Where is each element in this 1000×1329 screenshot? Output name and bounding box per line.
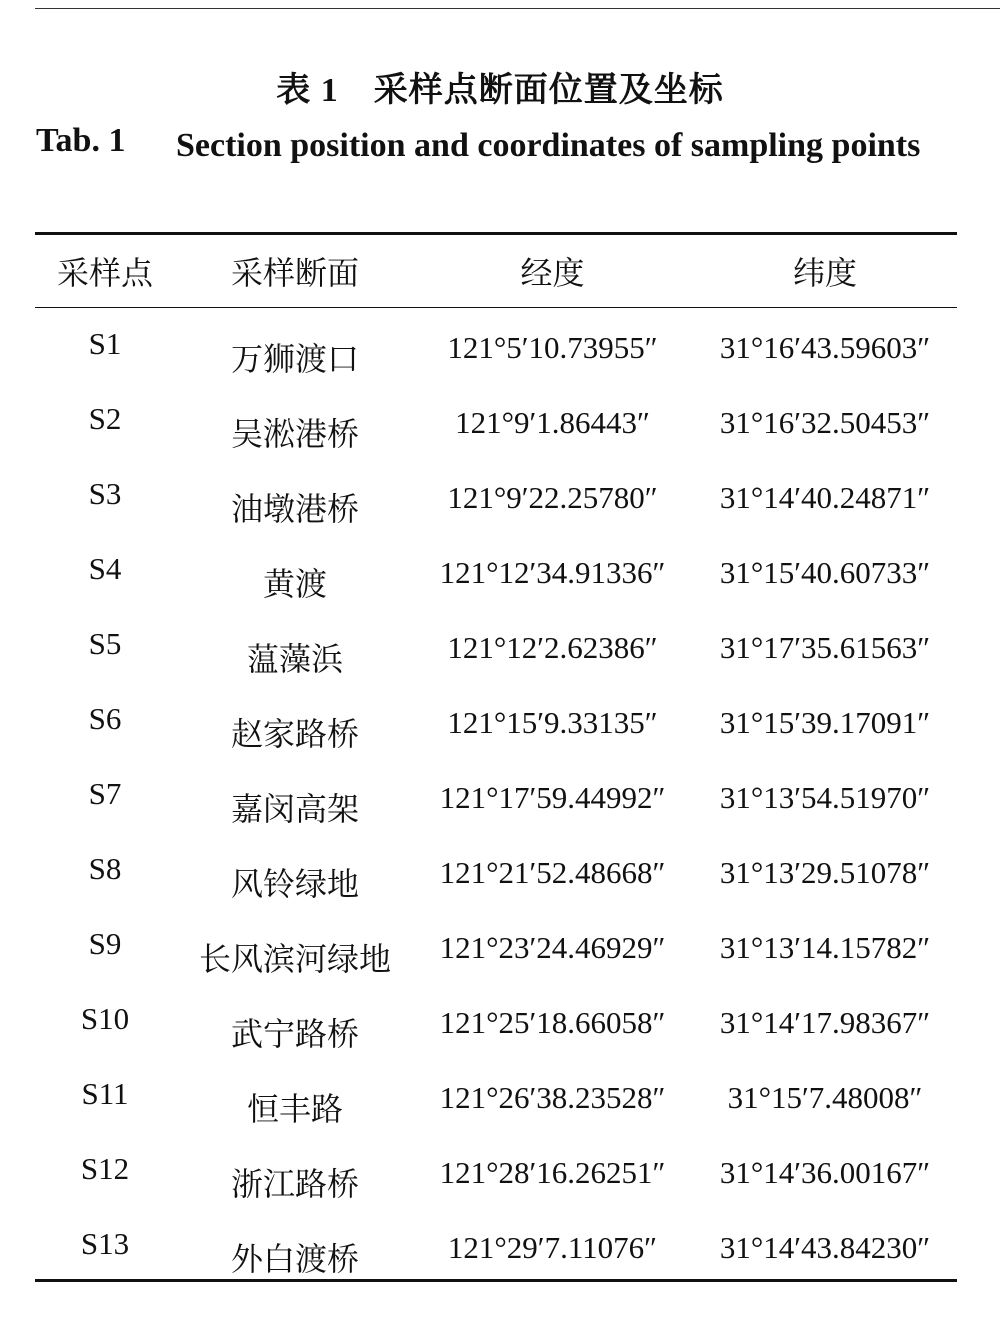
cell-sampling-point: S1	[88, 326, 122, 361]
cell-sampling-section: 长风滨河绿地	[198, 941, 391, 977]
cell-longitude: 121°26′38.23528″	[439, 1080, 666, 1115]
table-row	[0, 701, 1000, 780]
cell-longitude: 121°21′52.48668″	[439, 855, 666, 890]
cell-sampling-point: S10	[80, 1001, 130, 1036]
cell-sampling-section: 风铃绿地	[230, 866, 359, 902]
cell-latitude: 31°14′40.24871″	[719, 480, 931, 515]
cell-latitude: 31°14′17.98367″	[719, 1005, 931, 1040]
table-bottom-rule	[35, 1279, 957, 1282]
cell-longitude: 121°15′9.33135″	[447, 705, 658, 740]
cell-sampling-section: 外白渡桥	[230, 1241, 359, 1277]
cell-sampling-point: S6	[88, 701, 122, 736]
table-row	[0, 1076, 1000, 1155]
table-row	[0, 326, 1000, 405]
cell-longitude: 121°28′16.26251″	[439, 1155, 666, 1190]
cell-latitude: 31°14′36.00167″	[719, 1155, 931, 1190]
cell-sampling-point: S9	[88, 926, 122, 961]
cell-sampling-point: S7	[88, 776, 122, 811]
cell-longitude: 121°9′1.86443″	[455, 405, 650, 440]
cell-latitude: 31°16′43.59603″	[719, 330, 931, 365]
cell-sampling-section: 赵家路桥	[230, 716, 359, 752]
cell-latitude: 31°15′39.17091″	[719, 705, 931, 740]
cell-latitude: 31°13′54.51970″	[719, 780, 931, 815]
cell-sampling-point: S2	[88, 401, 122, 436]
table-row	[0, 1226, 1000, 1305]
table-row	[0, 851, 1000, 930]
table-row	[0, 776, 1000, 855]
table-row	[0, 926, 1000, 1005]
cell-latitude: 31°16′32.50453″	[719, 405, 931, 440]
cell-sampling-point: S8	[88, 851, 122, 886]
cell-latitude: 31°14′43.84230″	[719, 1230, 931, 1265]
cell-sampling-point: S11	[81, 1076, 129, 1111]
cell-longitude: 121°12′2.62386″	[447, 630, 658, 665]
cell-sampling-section: 吴淞港桥	[230, 416, 359, 452]
table-row	[0, 551, 1000, 630]
cell-latitude: 31°13′29.51078″	[719, 855, 931, 890]
cell-sampling-point: S5	[88, 626, 122, 661]
cell-sampling-section: 浙江路桥	[230, 1166, 359, 1202]
cell-sampling-section: 恒丰路	[246, 1091, 343, 1127]
cell-sampling-section: 武宁路桥	[230, 1016, 359, 1052]
cell-sampling-section: 万狮渡口	[230, 341, 359, 377]
header-longitude: 经度	[520, 255, 585, 291]
header-latitude: 纬度	[792, 255, 857, 291]
cell-sampling-point: S3	[88, 476, 122, 511]
cell-sampling-point: S4	[88, 551, 122, 586]
cell-sampling-section: 油墩港桥	[230, 491, 359, 527]
cell-longitude: 121°12′34.91336″	[439, 555, 666, 590]
page-top-rule	[35, 8, 1000, 9]
cell-latitude: 31°15′40.60733″	[719, 555, 931, 590]
cell-longitude: 121°5′10.73955″	[447, 330, 658, 365]
table-row	[0, 476, 1000, 555]
cell-longitude: 121°23′24.46929″	[439, 930, 666, 965]
table-caption-english-text: Section position and coordinates of sampling points	[176, 127, 921, 164]
cell-latitude: 31°13′14.15782″	[719, 930, 931, 965]
table-row	[0, 1001, 1000, 1080]
cell-longitude: 121°9′22.25780″	[447, 480, 658, 515]
cell-sampling-point: S12	[80, 1151, 130, 1186]
table-body	[0, 326, 1000, 1305]
table-caption-chinese: 表 1 采样点断面位置及坐标	[276, 72, 724, 109]
table-caption-english-label: Tab. 1	[36, 122, 126, 159]
table-top-rule	[35, 232, 957, 235]
cell-longitude: 121°29′7.11076″	[447, 1230, 658, 1265]
table-header-rule	[35, 307, 957, 308]
cell-sampling-point: S13	[80, 1226, 130, 1261]
cell-sampling-section: 蕰藻浜	[246, 641, 343, 677]
cell-sampling-section: 嘉闵高架	[230, 791, 359, 827]
table-row	[0, 626, 1000, 705]
header-sampling-point: 采样点	[56, 255, 153, 291]
cell-latitude: 31°17′35.61563″	[719, 630, 931, 665]
cell-latitude: 31°15′7.48008″	[727, 1080, 923, 1115]
table-row	[0, 1151, 1000, 1230]
table-row	[0, 401, 1000, 480]
cell-sampling-section: 黄渡	[262, 566, 327, 602]
cell-longitude: 121°25′18.66058″	[439, 1005, 666, 1040]
header-sampling-section: 采样断面	[230, 255, 359, 291]
cell-longitude: 121°17′59.44992″	[439, 780, 666, 815]
